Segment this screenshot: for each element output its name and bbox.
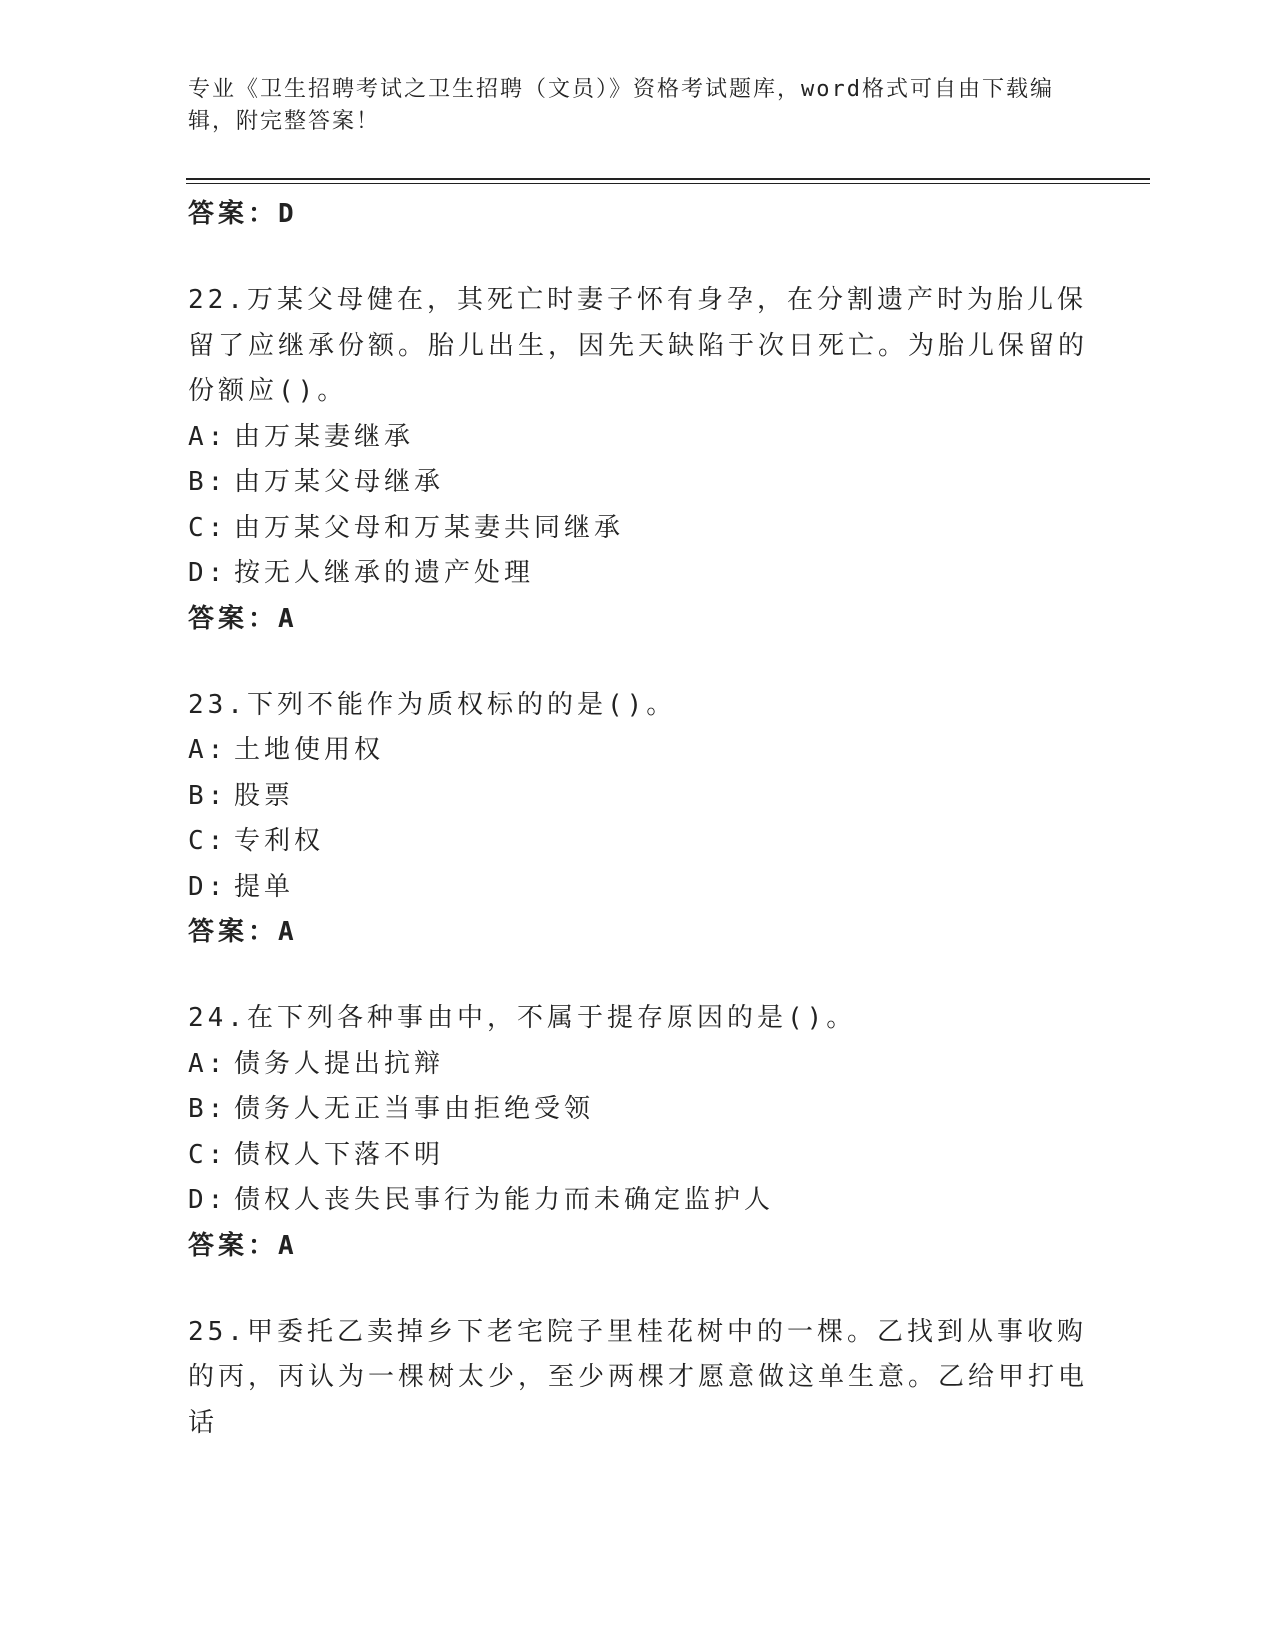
- option-letter: B:: [188, 1094, 228, 1124]
- option-letter: A:: [188, 735, 228, 765]
- option-text: 股票: [234, 780, 295, 811]
- question-list: [188, 191, 1088, 1446]
- option-text: 债务人提出抗辩: [234, 1048, 445, 1079]
- option-text: 按无人继承的遗产处理: [234, 558, 535, 588]
- option-d: [188, 551, 1088, 597]
- option-text: 提单: [234, 871, 295, 902]
- option-letter: D:: [188, 1185, 228, 1215]
- option-text: 专利权: [234, 826, 325, 856]
- option-text: 由万某父母继承: [234, 467, 445, 497]
- question-stem: 25.甲委托乙卖掉乡下老宅院子里桂花树中的一棵。乙找到从事收购的丙，丙认为一棵树太少，至少两棵才愿意做这单生意。乙给甲打电话: [188, 1316, 1089, 1438]
- option-b: [188, 460, 1088, 506]
- option-d: [188, 1178, 1088, 1224]
- option-letter: B:: [188, 780, 228, 811]
- option-c: [188, 819, 1088, 865]
- option-letter: C:: [188, 826, 228, 856]
- option-letter: D:: [188, 558, 228, 588]
- option-b: [188, 774, 1088, 820]
- option-letter: C:: [188, 512, 228, 543]
- option-letter: C:: [188, 1139, 228, 1170]
- document-header: 专业《卫生招聘考试之卫生招聘（文员）》资格考试题库，word格式可自由下载编辑，附完整答案！: [188, 77, 1054, 134]
- answer-line: 答案：D: [188, 199, 298, 229]
- header-divider: [186, 178, 1150, 180]
- option-text: 由万某父母和万某妻共同继承: [234, 512, 625, 543]
- option-letter: A:: [188, 1048, 228, 1079]
- option-text: 债务人无正当事由拒绝受领: [234, 1094, 595, 1124]
- question-stem: 23.下列不能作为质权标的的是()。: [188, 689, 677, 720]
- answer-line: 答案：A: [188, 603, 298, 634]
- header-divider-thin: [186, 183, 1150, 184]
- answer-line: 答案：A: [188, 1230, 298, 1261]
- option-a: [188, 728, 1088, 774]
- option-c: [188, 506, 1088, 552]
- option-c: [188, 1133, 1088, 1179]
- question-24: [188, 996, 1088, 1269]
- option-text: 债权人丧失民事行为能力而未确定监护人: [234, 1185, 775, 1215]
- option-d: [188, 865, 1088, 911]
- question-stem: 22.万某父母健在，其死亡时妻子怀有身孕，在分割遗产时为胎儿保留了应继承份额。胎儿出生，因先天缺陷于次日死亡。为胎儿保留的份额应()。: [188, 285, 1089, 406]
- option-a: [188, 1042, 1088, 1088]
- question-22: [188, 278, 1088, 642]
- answer-line: 答案：A: [188, 917, 298, 947]
- question-23: [188, 683, 1088, 956]
- question-stem: 24.在下列各种事由中，不属于提存原因的是()。: [188, 1003, 857, 1033]
- option-text: 由万某妻继承: [234, 421, 415, 452]
- option-b: [188, 1087, 1088, 1133]
- option-letter: D:: [188, 871, 228, 902]
- option-letter: B:: [188, 467, 228, 497]
- option-text: 债权人下落不明: [234, 1139, 445, 1170]
- option-a: [188, 415, 1088, 461]
- option-text: 土地使用权: [234, 735, 385, 765]
- question-25: [188, 1310, 1088, 1447]
- option-letter: A:: [188, 421, 228, 452]
